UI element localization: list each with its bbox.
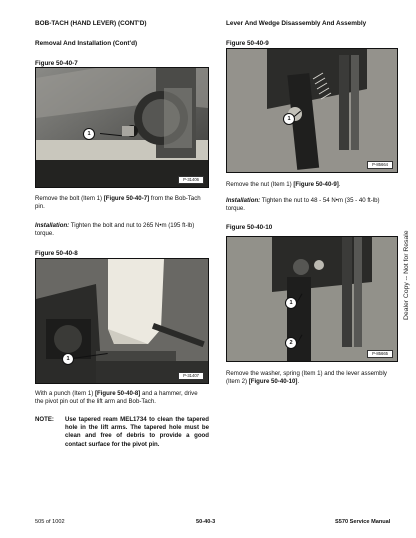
section-subtitle: Removal And Installation (Cont'd) <box>35 40 138 47</box>
paragraph: Remove the nut (Item 1) [Figure 50-40-9]. <box>226 181 341 188</box>
paragraph: Remove the bolt (Item 1) [Figure 50-40-7] from the Bob-Tach pin. <box>35 195 201 211</box>
callout-2: 2 <box>285 337 297 349</box>
callout-1: 1 <box>83 128 95 140</box>
photo-code: P-85664 <box>367 161 393 169</box>
section-title: BOB-TACH (HAND LEVER) (CONT'D) <box>35 20 147 27</box>
figure-photo-50-40-10 <box>226 236 398 362</box>
page-count: 505 of 1002 <box>35 519 65 525</box>
note-text: Use tapered ream MEL1734 to clean the tapered hole in the lift arms. The tapered hole must be clean and free of debris to provide a good contact surface for the pivot pin. <box>65 416 209 448</box>
manual-title: S570 Service Manual <box>335 519 391 525</box>
paragraph: Installation: Tighten the bolt and nut to 265 N•m (195 ft-lb) torque. <box>35 222 195 238</box>
figure-photo-50-40-9 <box>226 48 398 173</box>
paragraph: Remove the washer, spring (Item 1) and the lever assembly (Item 2) [Figure 50-40-10]. <box>226 370 387 386</box>
section-title-right: Lever And Wedge Disassembly And Assembly <box>226 20 367 27</box>
note-block <box>35 416 209 449</box>
photo-punch-pin <box>36 259 208 383</box>
callout-1: 1 <box>285 297 297 309</box>
callout-1: 1 <box>283 113 295 125</box>
note-label: NOTE: <box>35 416 54 423</box>
page-number: 50-40-3 <box>196 519 216 525</box>
photo-code: P-85665 <box>367 350 393 358</box>
paragraph: Installation: Tighten the nut to 48 - 54 N•m (35 - 40 ft-lb) torque. <box>226 197 380 213</box>
figure-photo-50-40-8 <box>35 258 209 384</box>
figure-label: Figure 50-40-8 <box>35 250 78 257</box>
side-watermark-text: Dealer Copy -- Not for Resale <box>403 230 410 320</box>
figure-label: Figure 50-40-10 <box>226 224 273 231</box>
callout-1: 1 <box>62 353 74 365</box>
photo-code: P-31407 <box>178 372 204 380</box>
paragraph: With a punch (Item 1) [Figure 50-40-8] and a hammer, drive the pivot pin out of the lift arm and Bob-Tach. <box>35 390 198 406</box>
figure-label: Figure 50-40-7 <box>35 60 78 67</box>
photo-lever-nut <box>227 49 397 172</box>
photo-bolt-pin <box>36 68 208 187</box>
figure-label: Figure 50-40-9 <box>226 40 269 47</box>
photo-code: P-31406 <box>178 176 204 184</box>
photo-lever-spring <box>227 237 397 361</box>
figure-photo-50-40-7 <box>35 67 209 188</box>
